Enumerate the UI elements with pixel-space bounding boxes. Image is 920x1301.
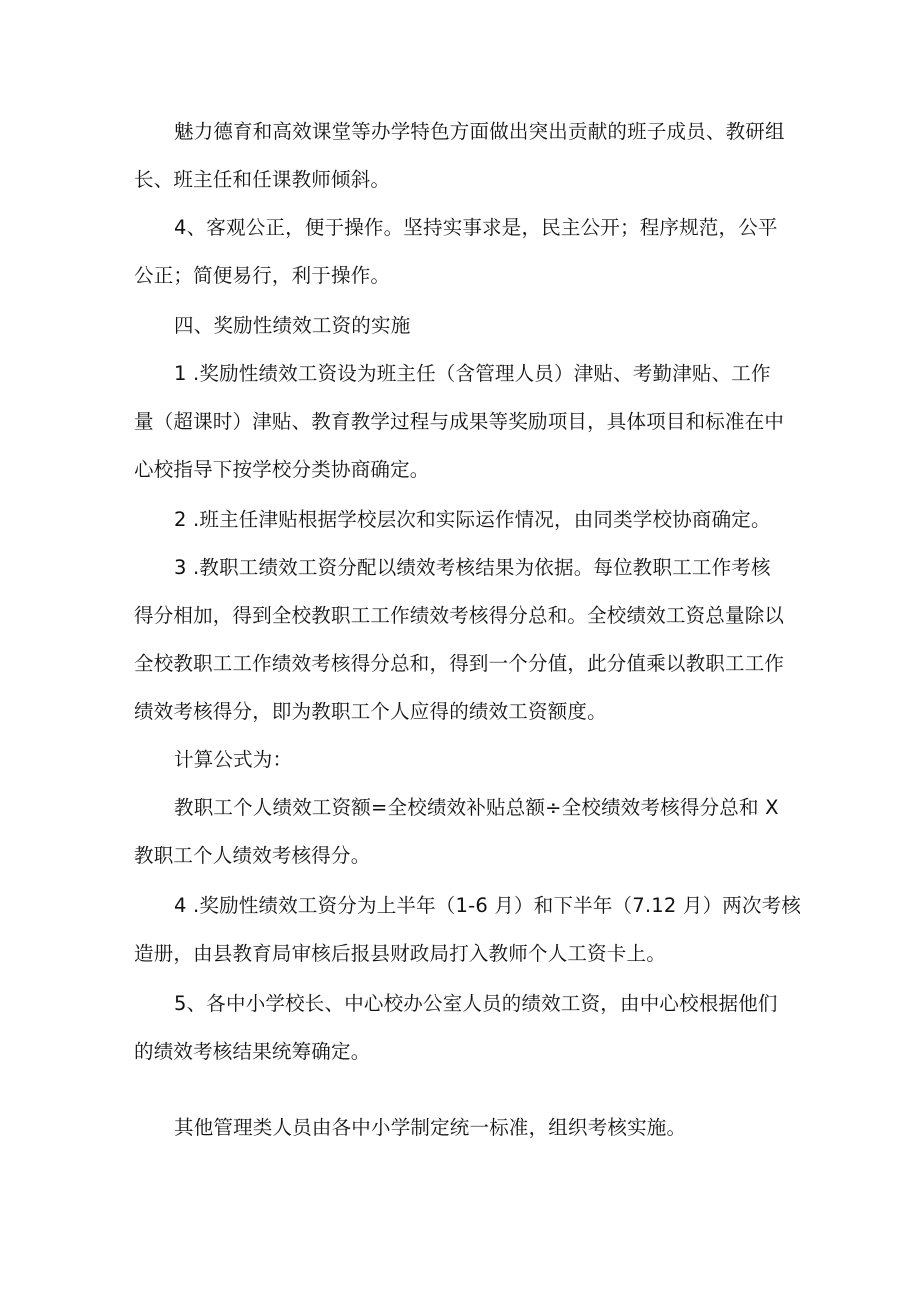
paragraph-preference-description (134, 108, 796, 204)
text-line: 长、班主任和任课教师倾斜。 (134, 168, 391, 191)
text-line: 其他管理类人员由各中小学制定统一标准，组织考核实施。 (174, 1116, 687, 1139)
text-line: 绩效考核得分，即为教职工个人应得的绩效工资额度。 (134, 700, 607, 723)
text-line: 1 .奖励性绩效工资设为班主任（含管理人员）津贴、考勤津贴、工作 (174, 362, 771, 385)
text-line: 全校教职工工作绩效考核得分总和，得到一个分值，此分值乘以教职工工作 (134, 652, 785, 675)
text-line: 量（超课时）津贴、教育教学过程与成果等奖励项目，具体项目和标准在中 (134, 410, 785, 433)
text-line: 5、各中小学校长、中心校办公室人员的绩效工资，由中心校根据他们 (174, 992, 778, 1015)
paragraph-principle-4 (134, 204, 796, 300)
paragraph-other-staff (134, 1104, 796, 1152)
paragraph-formula-heading (134, 736, 796, 784)
text-line: 教职工个人绩效工资额=全校绩效补贴总额÷全校绩效考核得分总和 X (174, 796, 779, 819)
text-line: 2 .班主任津贴根据学校层次和实际运作情况，由同类学校协商确定。 (174, 508, 771, 531)
text-line: 心校指导下按学校分类协商确定。 (134, 458, 430, 481)
paragraph-item-3 (134, 544, 796, 736)
text-line: 4 .奖励性绩效工资分为上半年（1-6 月）和下半年（7.12 月）两次考核 (174, 894, 802, 917)
paragraph-item-2 (134, 496, 796, 544)
text-line: 魅力德育和高效课堂等办学特色方面做出突出贡献的班子成员、教研组 (174, 120, 785, 143)
paragraph-item-1 (134, 350, 796, 494)
text-line: 公正；简便易行，利于操作。 (134, 264, 391, 287)
section-heading-implementation (134, 302, 796, 350)
text-line: 3 .教职工绩效工资分配以绩效考核结果为依据。每位教职工工作考核 (174, 556, 771, 579)
text-line: 教职工个人绩效考核得分。 (134, 844, 371, 867)
text-line: 四、奖励性绩效工资的实施 (174, 314, 411, 337)
paragraph-item-4 (134, 882, 802, 978)
text-line: 造册，由县教育局审核后报县财政局打入教师个人工资卡上。 (134, 942, 666, 965)
text-line: 4、客观公正，便于操作。坚持实事求是，民主公开；程序规范，公平 (174, 216, 778, 239)
text-line: 的绩效考核结果统筹确定。 (134, 1040, 371, 1063)
text-line: 得分相加，得到全校教职工工作绩效考核得分总和。全校绩效工资总量除以 (134, 604, 785, 627)
paragraph-item-5 (134, 980, 796, 1076)
paragraph-formula (134, 784, 796, 880)
text-line: 计算公式为： (174, 748, 293, 771)
